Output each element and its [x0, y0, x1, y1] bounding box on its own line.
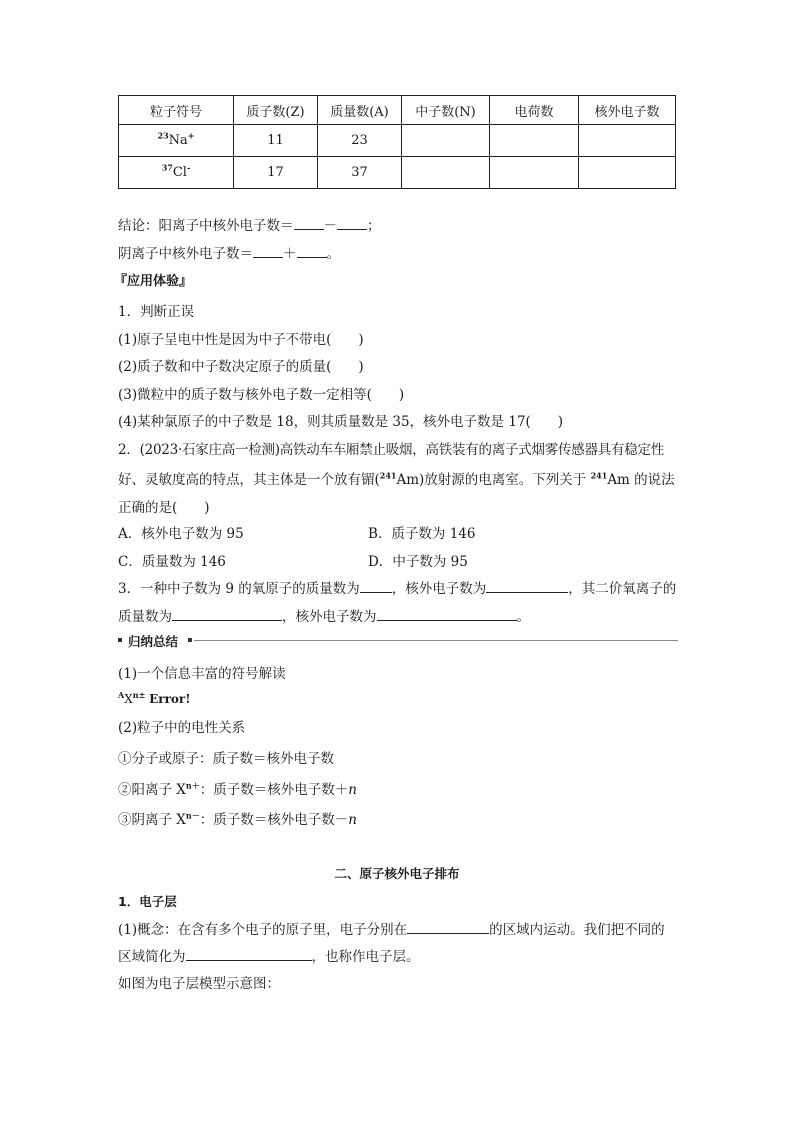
answer-blank [407, 920, 489, 934]
punctuation: 。 [326, 246, 340, 262]
particle-table [118, 95, 676, 189]
q3-text: 。 [516, 609, 530, 625]
question-2-line-1: 2．(2023·石家庄高一检测)高铁动车车厢禁止吸烟，高铁装有的离子式烟雾传感器具有稳定性 [118, 442, 665, 458]
header-neutron: 中子数(N) [402, 96, 490, 125]
conclusion-text: 结论：阳离子中核外电子数＝ [118, 218, 294, 234]
summary-header [118, 631, 678, 651]
figure-intro: 如图为电子层模型示意图： [118, 976, 280, 992]
answer-blank [186, 947, 312, 961]
question-2-line-2 [118, 468, 675, 488]
relation-text: ：质子数＝核外电子数＋ [199, 782, 349, 798]
error-text: Error! [149, 692, 191, 706]
n-variable: n [348, 782, 357, 798]
table-row [119, 157, 676, 189]
q3-text: 3．一种中子数为 9 的氧原子的质量数为 [118, 581, 360, 597]
symbol-notation [118, 692, 191, 706]
option-a: A．核外电子数为 95 [118, 526, 244, 542]
q3-text: ，其二价氧离子的 [568, 581, 677, 597]
header-proton: 质子数(Z) [234, 96, 318, 125]
mass-number-sup: 23 [157, 130, 169, 141]
operator: ＋ [283, 246, 297, 262]
q1-item-2: (2)质子数和中子数决定原子的质量( ) [118, 359, 364, 375]
question-1-title: 1．判断正误 [118, 304, 195, 320]
divider-line [194, 640, 678, 641]
cell-electrons [579, 157, 676, 189]
conclusion-line-1 [118, 214, 381, 234]
q2-text: 好、灵敏度高的特点，其主体是一个放有镅( [118, 472, 380, 488]
summary-item-1: (1)一个信息丰富的符号解读 [118, 666, 286, 682]
concept-text: 的区域内运动。我们把不同的 [489, 922, 665, 938]
header-charge: 电荷数 [490, 96, 579, 125]
section-2-sub-1: 1．电子层 [118, 894, 177, 909]
section-2-title: 二、原子核外电子排布 [334, 866, 460, 881]
header-mass: 质量数(A) [318, 96, 402, 125]
summary-label: 归纳总结 [128, 634, 179, 649]
relation-text: ③阴离子 X [118, 812, 186, 828]
cell-a: 37 [318, 157, 402, 189]
answer-blank [377, 607, 517, 621]
application-title: 『应用体验』 [114, 274, 193, 289]
operator: － [323, 218, 337, 234]
concept-line-1 [118, 918, 665, 938]
conclusion-line-2 [118, 242, 340, 262]
cell-symbol [119, 125, 234, 157]
cell-z: 17 [234, 157, 318, 189]
concept-text: 区域简化为 [118, 949, 186, 965]
relation-1: ①分子或原子：质子数＝核外电子数 [118, 751, 334, 767]
answer-blank [253, 244, 283, 258]
cell-electrons [579, 125, 676, 157]
charge-sup: + [187, 130, 195, 141]
answer-blank [486, 579, 568, 593]
answer-blank [172, 607, 282, 621]
q2-text: Am)放射源的电离室。下列关于 [396, 472, 587, 488]
answer-blank [337, 216, 367, 230]
symbol-text: Na [168, 133, 188, 148]
table-row [119, 125, 676, 157]
mass-number-sup: 37 [161, 162, 173, 173]
symbol-sup: A [118, 690, 125, 700]
q2-text: Am 的说法 [607, 472, 675, 488]
table-header-row [119, 96, 676, 125]
header-electrons: 核外电子数 [579, 96, 676, 125]
option-c: C．质量数为 146 [118, 554, 226, 570]
punctuation: ； [367, 218, 381, 234]
symbol-charge-sup: n± [132, 690, 146, 700]
conclusion-text: 阴离子中核外电子数＝ [118, 246, 253, 262]
header-symbol: 粒子符号 [119, 96, 234, 125]
relation-3 [118, 808, 357, 828]
square-bullet-icon [188, 638, 192, 642]
ion-charge-sup: n－ [185, 810, 200, 821]
cell-symbol [119, 157, 234, 189]
cell-charge [490, 157, 579, 189]
option-d: D．中子数为 95 [368, 554, 468, 570]
isotope-sup: 241 [379, 470, 397, 481]
ion-charge-sup: n＋ [185, 780, 200, 791]
charge-sup: - [186, 162, 191, 173]
isotope-sup: 241 [590, 470, 608, 481]
square-bullet-icon [118, 638, 122, 642]
question-3-line-1 [118, 577, 676, 597]
n-variable: n [348, 812, 357, 828]
q1-item-4: (4)某种氯原子的中子数是 18，则其质量数是 35，核外电子数是 17( ) [118, 414, 564, 430]
symbol-x: X [124, 692, 133, 706]
q3-text: ，核外电子数为 [391, 581, 487, 597]
cell-z: 11 [234, 125, 318, 157]
option-b: B．质子数为 146 [368, 526, 476, 542]
relation-text: ②阳离子 X [118, 782, 186, 798]
answer-blank [297, 244, 327, 258]
symbol-text: Cl [172, 165, 187, 180]
answer-blank [360, 579, 392, 593]
q1-item-1: (1)原子呈电中性是因为中子不带电( ) [118, 332, 364, 348]
answer-blank [294, 216, 324, 230]
question-3-line-2 [118, 605, 530, 625]
cell-a: 23 [318, 125, 402, 157]
q3-text: 质量数为 [118, 609, 172, 625]
cell-charge [490, 125, 579, 157]
summary-item-2: (2)粒子中的电性关系 [118, 720, 246, 736]
cell-n [402, 157, 490, 189]
cell-n [402, 125, 490, 157]
concept-text: ，也称作电子层。 [311, 949, 420, 965]
relation-text: ：质子数＝核外电子数－ [199, 812, 349, 828]
relation-2 [118, 778, 357, 798]
q1-item-3: (3)微粒中的质子数与核外电子数一定相等( ) [118, 387, 405, 403]
question-2-line-3: 正确的是( ) [118, 500, 210, 516]
concept-text: (1)概念：在含有多个电子的原子里，电子分别在 [118, 922, 408, 938]
concept-line-2 [118, 945, 420, 965]
q3-text: ，核外电子数为 [282, 609, 377, 625]
